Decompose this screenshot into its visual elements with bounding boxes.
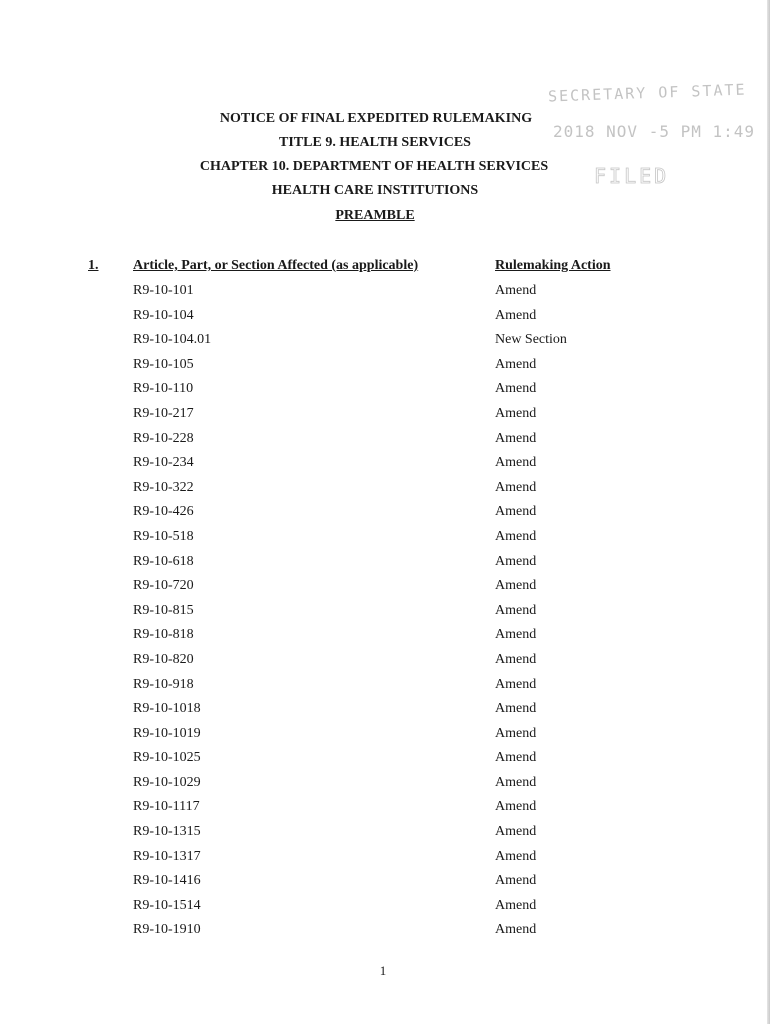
section-id: R9-10-618 <box>133 553 194 569</box>
subchapter-heading: HEALTH CARE INSTITUTIONS <box>271 183 479 198</box>
rulemaking-action: Amend <box>495 799 537 815</box>
rulemaking-action: Amend <box>495 479 537 495</box>
filing-stamp-datetime: 2018 NOV -5 PM 1:49 <box>553 122 756 141</box>
section-id: R9-10-818 <box>133 627 194 643</box>
section-id: R9-10-234 <box>133 455 194 471</box>
rulemaking-action: Amend <box>495 307 537 323</box>
table-row <box>0 404 770 429</box>
rulemaking-action: Amend <box>495 430 537 446</box>
notice-title: NOTICE OF FINAL EXPEDITED RULEMAKING <box>219 111 533 126</box>
section-number: 1. <box>88 258 99 273</box>
section-id: R9-10-105 <box>133 356 194 372</box>
table-row <box>0 453 770 478</box>
section-id: R9-10-720 <box>133 578 194 594</box>
table-row <box>0 478 770 503</box>
table-row <box>0 527 770 552</box>
table-row <box>0 675 770 700</box>
section-id: R9-10-1317 <box>133 848 201 864</box>
rulemaking-action: Amend <box>495 774 537 790</box>
rulemaking-action: Amend <box>495 676 537 692</box>
rulemaking-action: Amend <box>495 283 537 298</box>
rulemaking-action: Amend <box>495 602 537 618</box>
section-id: R9-10-1018 <box>133 701 201 717</box>
section-id: R9-10-101 <box>133 283 194 298</box>
rulemaking-action: Amend <box>495 553 537 569</box>
section-id: R9-10-918 <box>133 676 194 692</box>
filing-stamp-office: SECRETARY OF STATE <box>547 80 747 106</box>
table-row <box>0 797 770 822</box>
table-row <box>0 724 770 749</box>
preamble-heading: PREAMBLE <box>335 208 415 223</box>
table-row <box>0 281 770 306</box>
table-row <box>0 625 770 650</box>
table-row <box>0 355 770 380</box>
table-row <box>0 748 770 773</box>
sections-table <box>0 281 770 945</box>
table-row <box>0 552 770 577</box>
table-row <box>0 699 770 724</box>
rulemaking-action: Amend <box>495 381 537 397</box>
table-row <box>0 429 770 454</box>
table-row <box>0 920 770 945</box>
section-id: R9-10-1514 <box>133 897 201 913</box>
table-row <box>0 576 770 601</box>
rulemaking-action: Amend <box>495 750 537 766</box>
table-row <box>0 650 770 675</box>
rulemaking-action: Amend <box>495 725 537 741</box>
rulemaking-action: Amend <box>495 405 537 421</box>
rulemaking-action: Amend <box>495 578 537 594</box>
section-id: R9-10-1029 <box>133 774 201 790</box>
rulemaking-action: Amend <box>495 848 537 864</box>
rulemaking-action: Amend <box>495 627 537 643</box>
table-row <box>0 330 770 355</box>
table-row <box>0 502 770 527</box>
rulemaking-action: Amend <box>495 651 537 667</box>
table-row <box>0 773 770 798</box>
rulemaking-action: Amend <box>495 504 537 520</box>
rulemaking-action: Amend <box>495 824 537 840</box>
section-id: R9-10-820 <box>133 651 194 667</box>
section-id: R9-10-322 <box>133 479 194 495</box>
section-id: R9-10-104.01 <box>133 332 212 348</box>
section-id: R9-10-426 <box>133 504 194 520</box>
section-id: R9-10-104 <box>133 307 194 323</box>
section-id: R9-10-1117 <box>133 799 200 815</box>
section-id: R9-10-217 <box>133 405 194 421</box>
rulemaking-action: Amend <box>495 701 537 717</box>
rulemaking-action: Amend <box>495 873 537 889</box>
section-id: R9-10-1910 <box>133 922 201 938</box>
rulemaking-action: Amend <box>495 455 537 471</box>
rulemaking-action: Amend <box>495 897 537 913</box>
section-id: R9-10-1019 <box>133 725 201 741</box>
rulemaking-action: New Section <box>495 332 567 348</box>
section-id: R9-10-110 <box>133 381 194 397</box>
table-row <box>0 306 770 331</box>
title-heading: TITLE 9. HEALTH SERVICES <box>279 135 471 150</box>
section-id: R9-10-815 <box>133 602 194 618</box>
table-row <box>0 871 770 896</box>
table-row <box>0 601 770 626</box>
section-id: R9-10-228 <box>133 430 194 446</box>
column-header-sections: Article, Part, or Section Affected (as applicable) <box>133 258 419 273</box>
chapter-heading: CHAPTER 10. DEPARTMENT OF HEALTH SERVICES <box>199 159 549 174</box>
rulemaking-action: Amend <box>495 528 537 544</box>
filing-stamp-filed: FILED <box>594 164 670 188</box>
table-row <box>0 847 770 872</box>
rulemaking-action: Amend <box>495 356 537 372</box>
section-id: R9-10-1416 <box>133 873 201 889</box>
rulemaking-action: Amend <box>495 922 537 938</box>
column-header-action: Rulemaking Action <box>495 258 611 273</box>
table-row <box>0 822 770 847</box>
table-row <box>0 896 770 921</box>
section-id: R9-10-518 <box>133 528 194 544</box>
table-row <box>0 379 770 404</box>
page-number: 1 <box>379 963 387 978</box>
section-id: R9-10-1025 <box>133 750 201 766</box>
section-id: R9-10-1315 <box>133 824 201 840</box>
